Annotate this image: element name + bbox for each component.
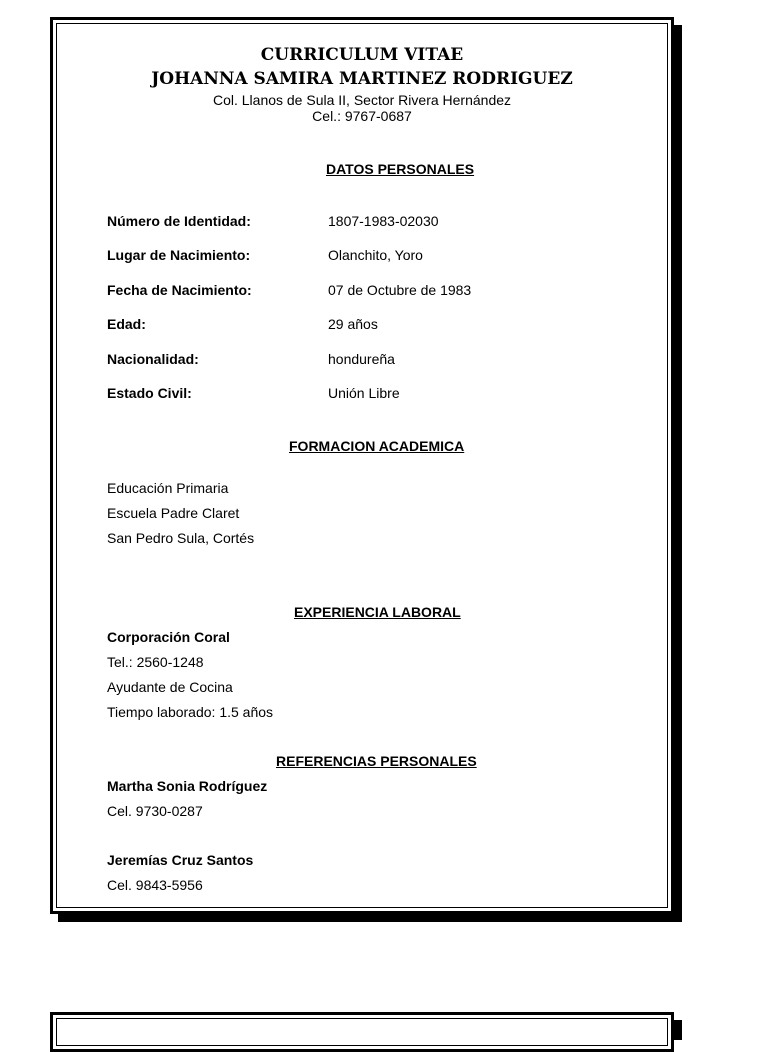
education-line: Educación Primaria	[107, 480, 229, 496]
experience-line: Ayudante de Cocina	[107, 679, 233, 695]
experience-company: Corporación Coral	[107, 629, 230, 645]
section-heading-education: FORMACION ACADEMICA	[289, 438, 465, 454]
applicant-name: JOHANNA SAMIRA MARTINEZ RODRIGUEZ	[151, 69, 573, 89]
reference-name: Jeremías Cruz Santos	[107, 852, 254, 868]
education-line: San Pedro Sula, Cortés	[107, 530, 255, 546]
section-heading-experience: EXPERIENCIA LABORAL	[294, 604, 461, 620]
section-heading-references: REFERENCIAS PERSONALES	[276, 753, 477, 769]
field-label: Nacionalidad:	[107, 351, 199, 367]
field-label: Fecha de Nacimiento:	[107, 282, 252, 298]
reference-phone: Cel. 9843-5956	[107, 877, 203, 893]
page-inner-border	[56, 23, 668, 908]
next-document-page	[50, 1012, 674, 1052]
next-page-inner-border	[56, 1018, 668, 1046]
field-value: 29 años	[328, 316, 378, 332]
field-value: 07 de Octubre de 1983	[328, 282, 472, 298]
document-title: CURRICULUM VITAE	[260, 45, 464, 65]
field-label: Estado Civil:	[107, 385, 192, 401]
field-label: Lugar de Nacimiento:	[107, 247, 251, 263]
field-label: Edad:	[107, 316, 146, 332]
field-value: hondureña	[328, 351, 395, 367]
field-value: 1807-1983-02030	[328, 213, 439, 229]
section-heading-personal: DATOS PERSONALES	[326, 161, 475, 177]
experience-line: Tel.: 2560-1248	[107, 654, 204, 670]
experience-line: Tiempo laborado: 1.5 años	[107, 704, 274, 720]
reference-name: Martha Sonia Rodríguez	[107, 778, 268, 794]
applicant-address: Col. Llanos de Sula II, Sector Rivera Hernández	[212, 92, 512, 108]
reference-phone: Cel. 9730-0287	[107, 803, 203, 819]
field-value: Olanchito, Yoro	[328, 247, 423, 263]
education-line: Escuela Padre Claret	[107, 505, 240, 521]
applicant-phone: Cel.: 9767-0687	[312, 108, 412, 124]
field-label: Número de Identidad:	[107, 213, 251, 229]
field-value: Unión Libre	[328, 385, 400, 401]
